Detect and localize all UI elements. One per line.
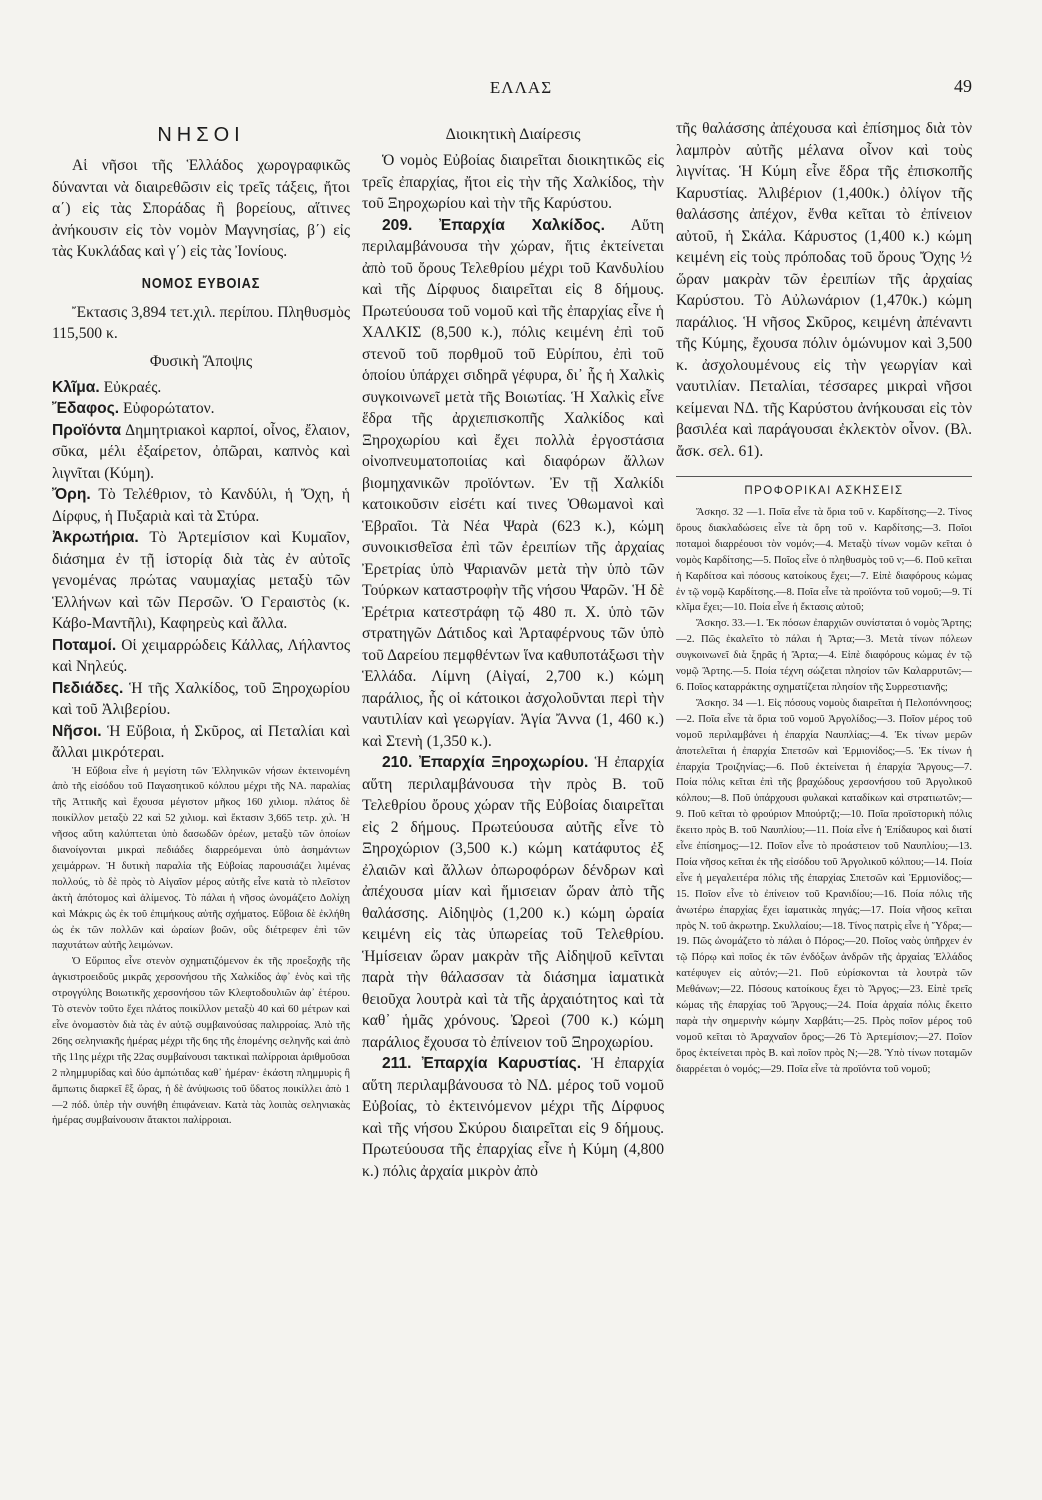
divider xyxy=(676,476,972,477)
entry-plains: Πεδιάδες. Ἡ τῆς Χαλκίδος, τοῦ Ξηροχωρίου καὶ τοῦ Ἀλιβερίου. xyxy=(52,679,350,718)
entry-climate: Κλῖμα. Εὐκραές. xyxy=(52,378,162,396)
column-middle xyxy=(362,118,664,1478)
entry-products: Προϊόντα Δημητριακοὶ καρποί, οἶνος, ἔλαιον, σῦκα, μέλι ἐξαίρετον, ὀπῶραι, καπνὸς καὶ λιγνῖται (Κύμη). xyxy=(52,421,350,482)
physical-view-title: Φυσικὴ Ἄποψις xyxy=(149,352,253,370)
running-title: ΕΛΛΑΣ xyxy=(489,78,553,97)
entry-soil: Ἔδαφος. Εὐφορώτατον. xyxy=(52,400,215,417)
nomos-extent: Ἔκτασις 3,894 τετ.χιλ. περίπου. Πληθυσμὸς 115,500 κ. xyxy=(52,303,350,342)
exercise-32: Ἄσκησ. 32 —1. Ποῖα εἶνε τὰ ὅρια τοῦ ν. Καρδίτσης;—2. Τίνος ὄρους διακλαδώσεις εἶνε τὰ ὄρη τοῦ ν. Καρδίτσης;—3. Ποῖοι ποταμοὶ διαρρέουσι τὸν νομόν;—4. Μεταξὺ τίνων νομῶν κεῖται ὁ νομὸς Καρδίτσης;—5. Ποῖος εἶνε ὁ πληθυσμὸς τοῦ ν;—6. Ποῦ κεῖται ἡ Καρδίτσα καὶ πόσους κατοίκους ἔχει;—7. Εἰπὲ διαφόρους κώμας ἐν τῷ νομῷ Καρδίτσης.—8. Ποῖα εἶνε τὰ προϊόντα τοῦ νομοῦ;—9. Τί κλῖμα ἔχει;—10. Ποία εἶνε ἡ ἔκτασις αὐτοῦ; xyxy=(676,507,972,614)
page-number: 49 xyxy=(954,76,972,96)
page-header xyxy=(0,74,1042,104)
entry-capes: Ἀκρωτήρια. Τὸ Ἀρτεμίσιον καὶ Κυμαῖον, διάσημα ἐν τῇ ἱστορίᾳ διὰ τὰς ἐν αὐτοῖς γενομένας πρώτας ναυμαχίας μεταξὺ τῶν Ἑλλήνων καὶ τῶν Περσῶν. Ὁ Γεραιστὸς (κ. Κάβο-Μαντῆλι), Καφηρεὺς καὶ ἄλλα. xyxy=(52,529,350,632)
exercises-title: ΠΡΟΦΟΡΙΚΑΙ ΑΣΚΗΣΕΙΣ xyxy=(744,485,904,497)
column-right xyxy=(676,118,972,1478)
entry-rivers: Ποταμοί. Οἱ χειμαρρώδεις Κάλλας, Λήλαντος καὶ Νηλεύς. xyxy=(52,636,350,675)
exercise-34: Ἄσκησ. 34 —1. Εἰς πόσους νομοὺς διαιρεῖται ἡ Πελοπόννησος;—2. Ποῖα εἶνε τὰ ὅρια τοῦ νομοῦ Ἀργολίδος;—3. Ποῖον μέρος τοῦ νομοῦ περιλαμβάνει ἡ ἐπαρχία Ναυπλίας;—4. Ἐκ τίνων μερῶν ἀποτελεῖται ἡ ἐπαρχία Σπετσῶν καὶ Ἑρμιονίδος;—5. Ἐκ τίνων ἡ ἐπαρχία Τροιζηνίας;—6. Ποῦ ἐκτείνεται ἡ ἐπαρχία Ἄργους;—7. Ποία πόλις κεῖται ἐπὶ τῆς βραχώδους χερσονήσου τοῦ Ἀργολικοῦ κόλπου;—8. Ποῦ ὑπάρχουσι φυλακαὶ καταδίκων καὶ στρατιωτῶν;—9. Ποῦ κεῖται τὸ φρούριον Μπούρτζι;—10. Ποῖα προϊστορικὴ πόλις ἔκειτο πρὸς Β. τοῦ Ναυπλίου;—11. Ποία εἶνε ἡ Ἐπίδαυρος καὶ διατί εἶνε ἐπίσημος;—12. Ποῖον εἶνε τὸ προάστειον τοῦ Ναυπλίου;—13. Ποία νῆσος κεῖται ἐκ τῆς εἰσόδου τοῦ Ἀργολικοῦ κόλπου;—14. Ποία εἶνε ἡ μεγαλειτέρα πόλις τῆς ἐπαρχίας Σπετσῶν καὶ Ἑρμιονίδος;—15. Ποῖον εἶνε τὸ ἐπίνειον τοῦ Κρανιδίου;—16. Ποία πόλις τῆς ἀνωτέρω ἐπαρχίας ἔχει ἰαματικὰς πηγάς;—17. Ποία νῆσος κεῖται πρὸς Ν. τοῦ ἀκρωτηρ. Σκυλλαίου;—18. Τίνος πατρὶς εἶνε ἡ Ὕδρα;—19. Πῶς ὠνομάζετο τὸ πάλαι ὁ Πόρος;—20. Ποῖος ναὸς ὑπῆρχεν ἐν τῷ Πόρῳ καὶ ποῖος ἐκ τῶν ἐνδόξων ἀνδρῶν τῆς ἀρχαίας Ἑλλάδος κατέφυγεν εἰς αὐτόν;—21. Ποῦ εὑρίσκονται τὰ λουτρὰ τῶν Μεθάνων;—22. Πόσους κατοίκους ἔχει τὸ Ἄργος;—23. Εἰπὲ τρεῖς κώμας τῆς ἐπαρχίας τοῦ Ἄργους;—24. Ποία ἀρχαία πόλις ἔκειτο παρὰ τὴν σημερινὴν κώμην Χαρβάτι;—25. Πρὸς ποῖον μέρος τοῦ νομοῦ κεῖται τὸ Ἀραχναῖον ὄρος;—26 Τὸ Ἀρτεμίσιον;—27. Ποῖον ὄρος ἐκτείνεται πρὸς Β. καὶ ποῖον πρὸς Ν;—28. Ὑπὸ τίνων ποταμῶν διαρρέεται ὁ νομός;—29. Ποῖα εἶνε τὰ προϊόντα τοῦ νομοῦ; xyxy=(676,697,972,1075)
nomos-title: ΝΟΜΟΣ ΕΥΒΟΙΑΣ xyxy=(141,274,261,292)
karystia-continued: τῆς θαλάσσης ἀπέχουσα καὶ ἐπίσημος διὰ τὸν λαμπρὸν αὐτῆς μέλανα οἶνον καὶ τοὺς λιγνίτας. Ἡ Κύμη εἶνε ἕδρα τῆς ἐπισκοπῆς Καρυστίας. Ἀλιβέριον (1,400κ.) ὀλίγον τῆς θαλάσσης ἀπέχον, ἔνθα κεῖται τὸ ἐπίνειον αὐτοῦ, ἡ Σκάλα. Κάρυστος (1,400 κ.) κώμη κειμένη εἰς τοὺς πρόποδας τοῦ ὄρους Ὄχης ½ ὥραν μακρὰν τῶν ἐρειπίων τῆς ἀρχαίας Καρύστου. Τὸ Αὐλωνάριον (1,470κ.) κώμη παράλιος. Ἡ νῆσος Σκῦρος, κειμένη ἀπέναντι τῆς Κύμης, ἔχουσα πόλιν ὁμώνυμον καὶ 3,500 κ. ἀσχολουμένους εἰς τὴν γεωργίαν καὶ ναυτιλίαν. Πεταλίαι, τέσσαρες μικραὶ νῆσοι κείμεναι ΝΔ. τῆς Καρύστου ἀνήκουσαι εἰς τὸν βασιλέα καὶ παράγουσαι ἐκλεκτὸν οἶνον. (Βλ. ἄσκ. σελ. 61). xyxy=(676,120,972,460)
entry-mountains: Ὄρη. Τὸ Τελέθριον, τὸ Κανδύλι, ἡ Ὄχη, ἡ Δίρφυς, ἡ Πυξαριὰ καὶ τὰ Στύρα. xyxy=(52,486,350,525)
entry-islands: Νῆσοι. Ἡ Εὔβοια, ἡ Σκῦρος, αἱ Πεταλίαι καὶ ἄλλαι μικρότεραι. xyxy=(52,722,350,761)
admin-division-title: Διοικητικὴ Διαίρεσις xyxy=(445,126,581,143)
exercise-33: Ἄσκησ. 33.—1. Ἐκ πόσων ἐπαρχιῶν συνίσταται ὁ νομὸς Ἄρτης;—2. Πῶς ἐκαλεῖτο τὸ πάλαι ἡ Ἄρτα;—3. Μετὰ τίνων πόλεων συγκοινωνεῖ διὰ ξηρᾶς ἡ Ἄρτα;—4. Εἰπὲ διαφόρους κώμας ἐν τῷ νομῷ Ἄρτης.—5. Ποία τέχνη σώζεται πλησίον τῶν Καλαρρυτῶν;—6. Ποῖος καταρράκτης σχηματίζεται πλησίον τῆς Συρρεστιανῆς; xyxy=(676,618,972,693)
column-left xyxy=(52,118,350,1478)
islands-intro: Αἱ νῆσοι τῆς Ἑλλάδος χωρογραφικῶς δύνανται νὰ διαιρεθῶσιν εἰς τρεῖς τάξεις, ἤτοι α΄) εἰς τὰς Σποράδας ἢ βορείους, αἵτινες ἀνήκουσιν εἰς τὸν νομὸν Μαγνησίας, β΄) εἰς τὰς Κυκλάδας καὶ γ΄) εἰς τὰς Ἰονίους. xyxy=(52,157,350,260)
euripus-note: Ὁ Εὔριπος εἶνε στενὸν σχηματιζόμενον ἐκ τῆς προεξοχῆς τῆς ἀγκιστροειδοῦς μικρᾶς χερσονήσου τῆς Χαλκίδος ἀφ᾽ ἑνὸς καὶ τῆς στρογγύλης Βοιωτικῆς χερσονήσου τῶν Κλεφτοδουλιῶν ἀφ᾽ ἑτέρου. Τὸ στενὸν τοῦτο ἔχει πλάτος ποικίλλον μεταξὺ 40 καὶ 60 μέτρων καὶ εἶνε ὀνομαστὸν διὰ τὰς ἐν αὐτῷ συμβαινούσας παλιρροίας. Ἀπὸ τῆς 26ης σεληνιακῆς ἡμέρας μέχρι τῆς 6ης τῆς ἑπομένης σεληνῆς καὶ ἀπὸ τῆς 11ης μέχρι τῆς 22ας συμβαίνουσι τακτικαὶ παλίρροιαι ἀριθμοῦσαι 2 πλημμυρίδας καὶ δύο ἀμπώτιδας καθ᾽ ἡμέραν· ἑκάστη πλημμυρὶς ἢ ἄμπωτις διαρκεῖ ἓξ ὥρας, ἡ δὲ ἀνύψωσις τοῦ ὕδατος ποικίλλει ἀπὸ 1—2 πόδ. ὑπὲρ τὴν συνήθη ἐπιφάνειαν. Κατὰ τὰς λοιπὰς σεληνιακὰς ἡμέρας συμβαίνουσιν ἄτακτοι παλίρροιαι. xyxy=(52,956,350,1127)
section-211: 211. Ἐπαρχία Καρυστίας. Ἡ ἐπαρχία αὕτη περιλαμβάνουσα τὸ ΝΔ. μέρος τοῦ νομοῦ Εὐβοίας, τὸ ἐκτεινόμενον μέχρι τῆς Δίρφυος καὶ τῆς νήσου Σκύρου διαιρεῖται εἰς 9 δήμους. Πρωτεύουσα τῆς ἐπαρχίας εἶνε ἡ Κύμη (4,800 κ.) πόλις ἀρχαία μικρὸν ἀπὸ xyxy=(362,1055,664,1180)
section-210: 210. Ἐπαρχία Ξηροχωρίου. Ἡ ἐπαρχία αὕτη περιλαμβάνουσα τὴν πρὸς Β. τοῦ Τελεθρίου ὄρους χώραν τῆς Εὐβοίας διαιρεῖται εἰς 2 δήμους. Πρωτεύουσα αὐτῆς εἶνε τὸ Ξηροχώριον (3,500 κ.) κώμη κατάφυτος ἐξ ἐλαιῶν καὶ ἄλλων ὀπωροφόρων δένδρων καὶ ἀπέχουσα μίαν καὶ ἥμισειαν ὥραν ἀπὸ τῆς θαλάσσης. Αἰδηψὸς (1,200 κ.) κώμη ὡραία κειμένη εἰς τὰς ὑπωρείας τοῦ Τελεθρίου. Ἡμίσειαν ὥραν μακρὰν τῆς Αἰδηψοῦ κεῖνται παρὰ τὴν θάλασσαν τὰ διάσημα ἰαματικὰ θειοῦχα λουτρὰ καὶ τὰ τῆς ἀρχαιότητος καὶ τὰ καθ᾽ ἡμᾶς χρόνους. Ὠρεοὶ (700 κ.) κώμη παράλιος ἔχουσα τὸ ἐπίνειον τοῦ Ξηροχωρίου. xyxy=(362,754,664,1051)
section-title-islands: ΝΗΣΟΙ xyxy=(157,124,245,146)
euboea-note: Ἡ Εὔβοια εἶνε ἡ μεγίστη τῶν Ἑλληνικῶν νήσων ἐκτεινομένη ἀπὸ τῆς εἰσόδου τοῦ Παγασητικοῦ κόλπου μέχρι τῆς ΝΑ. παραλίας τῆς Ἀττικῆς καὶ ἔχουσα μέγιστον μῆκος 160 χιλιομ. πλάτος δὲ ποικίλλον μεταξὺ 22 καὶ 52 χιλιομ. καὶ ἔκτασιν 3,665 τετρ. χιλ. Ἡ νῆσος αὕτη καλύπτεται ὑπὸ δασωδῶν ὀρέων, μεταξὺ τῶν ὁποίων διανοίγονται μικραὶ πεδιάδες διαρρεόμεναι ὑπὸ ἀσημάντων χειμάρρων. Ἡ δυτικὴ παραλία τῆς Εὐβοίας παρουσιάζει λιμένας πολλούς, τὸ δὲ πρὸς τὸ Αἰγαῖον μέρος αὐτῆς εἶνε κατὰ τὸ πλεῖστον ἀκτὴ ἀπότομος καὶ ἀλίμενος. Τὸ πάλαι ἡ νῆσος ὠνομάζετο Δολίχη καὶ Μάκρις ὡς ἐκ τοῦ ἐπιμήκους αὐτῆς σχήματος. Εὔβοια δὲ ἐκλήθη ὡς ἐκ τῶν πολλῶν καὶ ὡραίων βοῶν, οὓς διέτρεφεν ἐπὶ τῶν παχυτάτων αὐτῆς λειμώνων. xyxy=(52,765,350,952)
section-209: 209. Ἐπαρχία Χαλκίδος. Αὕτη περιλαμβάνουσα τὴν χώραν, ἥτις ἐκτείνεται ἀπὸ τοῦ ὄρους Τελεθρίου μέχρι τοῦ Κανδυλίου καὶ τῆς Δίρφυος διαιρεῖται εἰς 8 δήμους. Πρωτεύουσα τοῦ νομοῦ καὶ τῆς ἐπαρχίας εἶνε ἡ ΧΑΛΚΙΣ (8,500 κ.), πόλις κειμένη ἐπὶ τοῦ στενοῦ τοῦ πορθμοῦ τοῦ Εὐρίπου, ἐπὶ τοῦ ὁποίου ὑπάρχει σιδηρᾶ γέφυρα, δι᾽ ἧς ἡ Χαλκὶς συγκοινωνεῖ μετὰ τῆς Βοιωτίας. Ἡ Χαλκὶς εἶνε ἕδρα τῆς ἀρχιεπισκοπῆς Χαλκίδος καὶ Ξηροχωρίου καὶ ἔχει πολλὰ ἐργοστάσια οἰνοπνευματοποιίας καὶ διαφόρων ἄλλων βιομηχανικῶν προϊόντων. Ἐν τῇ Χαλκίδι κατοικοῦσιν εἰσέτι καί τινες Ὀθωμανοὶ καὶ Ἑβραῖοι. Τὰ Νέα Ψαρὰ (623 κ.), κώμη συνοικισθεῖσα ἐπὶ τῶν ἐρειπίων τῆς ἀρχαίας Ἐρετρίας ὑπὸ Ψαριανῶν μετὰ τὴν ὑπὸ τῶν Τούρκων καταστροφὴν τῆς νήσου Ψαρῶν. Ἡ δὲ Ἐρέτρια κατεστράφη τῷ 480 π. Χ. ὑπὸ τῶν στρατηγῶν Δάτιδος καὶ Ἀρταφέρνους τῶν ὑπὸ τοῦ Δαρείου πεμφθέντων ἵνα καθυποτάξωσι τὴν Ἑλλάδα. Λίμνη (Αἰγαί, 2,700 κ.) κώμη παράλιος, ἧς οἱ κάτοικοι ἀσχολοῦνται περὶ τὴν ναυτιλίαν καὶ γεωργίαν. Ἁγία Ἄννα (1, 460 κ.) καὶ Στενὴ (1,350 κ.). xyxy=(362,216,664,750)
admin-division-text: Ὁ νομὸς Εὐβοίας διαιρεῖται διοικητικῶς εἰς τρεῖς ἐπαρχίας, ἤτοι εἰς τὴν τῆς Χαλκίδος, τὴν τοῦ Ξηροχωρίου καὶ τὴν τῆς Καρύστου. xyxy=(362,152,664,212)
